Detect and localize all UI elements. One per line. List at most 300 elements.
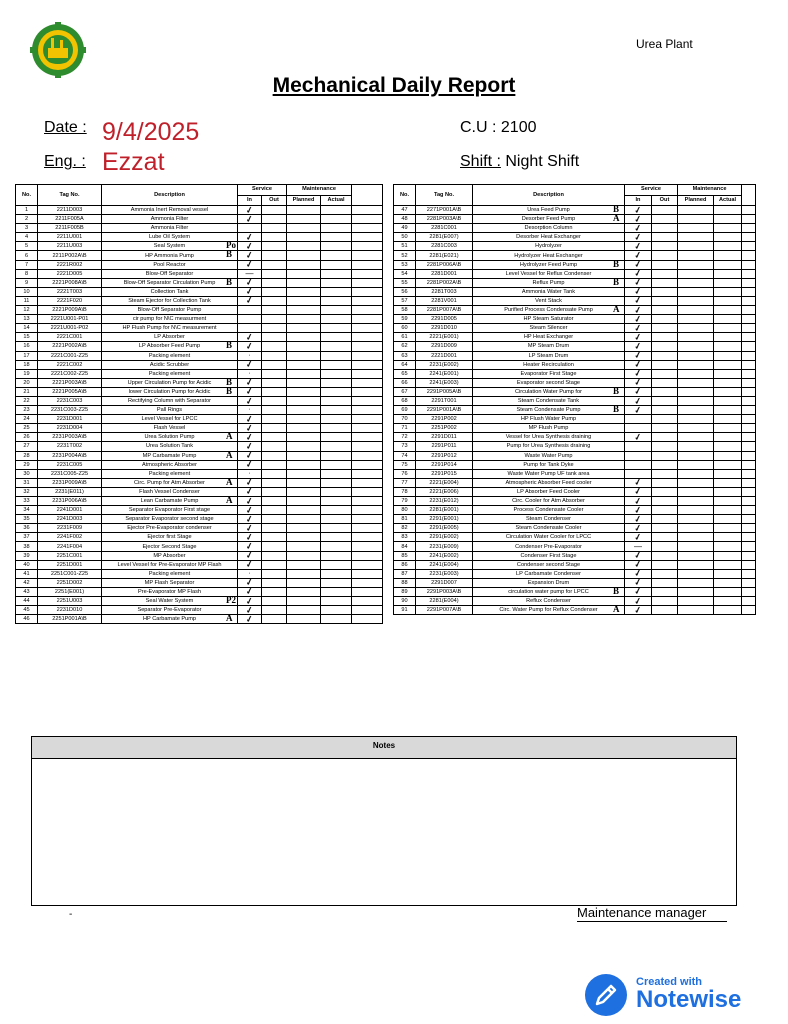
check-mark-icon: ✓	[633, 212, 643, 225]
row-extra	[742, 433, 756, 442]
row-actual	[321, 569, 352, 578]
row-actual	[321, 333, 352, 342]
row-extra	[352, 533, 383, 542]
row-actual	[714, 324, 742, 333]
row-service-out	[262, 415, 287, 424]
row-service-out	[652, 433, 678, 442]
table-row	[394, 360, 756, 369]
row-no: 45	[16, 606, 38, 615]
row-no: 23	[16, 406, 38, 415]
row-actual	[714, 551, 742, 560]
notes-heading: Notes	[32, 737, 736, 759]
row-extra	[742, 606, 756, 615]
row-no: 62	[394, 342, 416, 351]
check-mark-icon: ✓	[244, 394, 255, 407]
row-planned	[287, 215, 321, 224]
row-actual	[714, 287, 742, 296]
table-row	[16, 233, 383, 242]
row-description: Desorption Column	[473, 224, 625, 233]
row-planned	[287, 615, 321, 624]
notes-box[interactable]	[31, 736, 737, 906]
row-planned	[678, 278, 714, 287]
check-mark-icon: ✓	[633, 567, 643, 579]
row-tag: 2221C001	[38, 333, 102, 342]
row-service-out	[262, 369, 287, 378]
row-planned	[678, 378, 714, 387]
table-row	[394, 306, 756, 315]
row-no: 73	[394, 442, 416, 451]
row-description: Flash Vessel Condenser	[102, 487, 238, 496]
row-actual	[714, 497, 742, 506]
handwritten-letter: A	[226, 431, 233, 442]
plant-name: Urea Plant	[636, 37, 693, 51]
table-row	[394, 415, 756, 424]
row-planned	[287, 524, 321, 533]
row-description: LP Absorber Feed Cooler	[473, 487, 625, 496]
check-mark-icon: ✓	[633, 522, 643, 534]
row-tag: 2241D001	[38, 506, 102, 515]
check-mark-icon: ✓	[244, 422, 255, 434]
row-planned	[287, 406, 321, 415]
row-actual	[714, 333, 742, 342]
table-row	[394, 396, 756, 405]
table-row	[394, 487, 756, 496]
row-extra	[742, 306, 756, 315]
row-tag: 2231(E011)	[38, 487, 102, 496]
row-no: 65	[394, 369, 416, 378]
row-actual	[321, 542, 352, 551]
check-mark-icon: ✓	[244, 331, 255, 343]
row-tag: 2281P003A\B	[416, 215, 473, 224]
check-mark-icon: ✓	[244, 258, 255, 270]
table-row	[16, 296, 383, 305]
check-mark-icon: ✓	[244, 203, 255, 216]
row-no: 46	[16, 615, 38, 624]
row-no: 25	[16, 424, 38, 433]
table-row	[16, 215, 383, 224]
row-actual	[714, 342, 742, 351]
row-planned	[678, 287, 714, 296]
row-tag: 2291(E002)	[416, 533, 473, 542]
row-actual	[321, 396, 352, 405]
row-service-out	[652, 578, 678, 587]
row-tag: 2291P003A\B	[416, 587, 473, 596]
row-planned	[287, 497, 321, 506]
table-row	[16, 269, 383, 278]
row-planned	[678, 533, 714, 542]
row-service-out	[652, 497, 678, 506]
col-in: In	[625, 195, 652, 206]
row-actual	[714, 451, 742, 460]
row-tag: 2251P001A\B	[38, 615, 102, 624]
row-extra	[742, 260, 756, 269]
check-mark-icon: ✓	[244, 431, 255, 443]
row-actual	[714, 215, 742, 224]
row-actual	[321, 506, 352, 515]
row-actual	[714, 278, 742, 287]
row-tag: 2281(E004)	[416, 597, 473, 606]
row-extra	[352, 360, 383, 369]
row-actual	[321, 487, 352, 496]
row-actual	[714, 233, 742, 242]
row-tag: 2211F005B	[38, 224, 102, 233]
row-actual	[321, 524, 352, 533]
row-extra	[742, 578, 756, 587]
row-actual	[714, 606, 742, 615]
row-no: 66	[394, 378, 416, 387]
row-tag: 2251D002	[38, 578, 102, 587]
row-description: Level Vessel for LPCC	[102, 415, 238, 424]
row-extra	[742, 406, 756, 415]
row-service-out	[652, 587, 678, 596]
row-no: 53	[394, 260, 416, 269]
row-service-out	[652, 551, 678, 560]
col-actual: Actual	[714, 195, 742, 206]
row-actual	[714, 296, 742, 305]
table-row	[16, 560, 383, 569]
check-mark-icon: ✓	[633, 604, 643, 616]
date-value: 9/4/2025	[102, 118, 200, 146]
row-no: 2	[16, 215, 38, 224]
row-service-out	[262, 233, 287, 242]
row-service-out	[652, 487, 678, 496]
table-row	[394, 533, 756, 542]
row-extra	[352, 406, 383, 415]
row-tag: 2281(E007)	[416, 233, 473, 242]
handwritten-letter: B	[226, 376, 233, 387]
row-planned	[678, 587, 714, 596]
check-mark-icon: ✓	[244, 249, 255, 261]
table-row	[16, 533, 383, 542]
check-mark-icon: ✓	[633, 594, 643, 607]
row-extra	[352, 215, 383, 224]
row-no: 41	[16, 569, 38, 578]
dot-mark-icon: ·	[248, 369, 251, 377]
check-mark-icon: ✓	[633, 531, 643, 543]
table-row	[16, 569, 383, 578]
check-mark-icon: ✓	[633, 494, 643, 507]
row-description: HP Flush Pump for N\C measurement	[102, 324, 238, 333]
row-planned	[287, 597, 321, 606]
row-description: MP Flash Separator	[102, 578, 238, 587]
row-no: 10	[16, 287, 38, 296]
row-tag: 2231C005-Z25	[38, 469, 102, 478]
table-row	[394, 469, 756, 478]
row-planned	[287, 315, 321, 324]
row-no: 19	[16, 369, 38, 378]
row-service-in	[226, 613, 262, 625]
row-planned	[678, 315, 714, 324]
table-row	[16, 242, 383, 251]
table-row	[394, 378, 756, 387]
row-description: Condenser second Stage	[473, 560, 625, 569]
table-row	[394, 269, 756, 278]
check-mark-icon: ✓	[244, 604, 255, 616]
row-service-out	[652, 287, 678, 296]
table-row	[394, 606, 756, 615]
handwritten-letter: B	[226, 276, 233, 287]
row-service-in	[238, 396, 262, 405]
row-tag: 2231(E003)	[416, 569, 473, 578]
equipment-table-right	[393, 184, 756, 615]
row-extra	[742, 315, 756, 324]
row-no: 58	[394, 306, 416, 315]
check-mark-icon: ✓	[244, 276, 255, 288]
row-service-in	[625, 433, 652, 442]
table-row	[16, 587, 383, 596]
handwritten-letter: B	[613, 404, 620, 415]
row-no: 60	[394, 324, 416, 333]
row-service-out	[652, 360, 678, 369]
row-planned	[287, 269, 321, 278]
table-row	[16, 597, 383, 606]
row-actual	[714, 306, 742, 315]
row-planned	[678, 460, 714, 469]
handwritten-letter: A	[226, 476, 233, 487]
handwritten-letter: A	[613, 213, 620, 224]
row-description: Reflux Condenser	[473, 597, 625, 606]
handwritten-letter: P2	[226, 595, 236, 606]
row-description: Blow-Off Separator Pump	[102, 306, 238, 315]
row-actual	[321, 551, 352, 560]
row-service-out	[652, 406, 678, 415]
row-tag: 2291D010	[416, 324, 473, 333]
row-tag: 2281V001	[416, 296, 473, 305]
row-no: 71	[394, 424, 416, 433]
row-service-out	[262, 296, 287, 305]
row-actual	[321, 415, 352, 424]
row-tag: 2281T003	[416, 287, 473, 296]
col-out: Out	[262, 195, 287, 206]
row-extra	[742, 533, 756, 542]
table-row	[394, 433, 756, 442]
row-description: Desorber Heat Exchanger	[473, 233, 625, 242]
table-row	[16, 469, 383, 478]
row-description: Urea Solution Tank	[102, 442, 238, 451]
row-extra	[352, 224, 383, 233]
row-description: Circ. Cooler for Atm Absorber	[473, 497, 625, 506]
dot-mark-icon: ·	[248, 406, 251, 414]
row-actual	[714, 524, 742, 533]
dash-mark: -	[69, 909, 73, 920]
row-service-out	[262, 242, 287, 251]
row-planned	[678, 469, 714, 478]
table-row	[394, 324, 756, 333]
row-extra	[742, 542, 756, 551]
table-row	[16, 278, 383, 287]
row-planned	[678, 524, 714, 533]
row-tag: 2281P002A\B	[416, 278, 473, 287]
row-extra	[742, 378, 756, 387]
row-no: 74	[394, 451, 416, 460]
row-tag: 2221P003A\B	[38, 378, 102, 387]
table-row	[16, 306, 383, 315]
table-row	[394, 460, 756, 469]
row-no: 61	[394, 333, 416, 342]
table-row	[16, 524, 383, 533]
row-description: Urea Solution Pump	[102, 433, 238, 442]
table-row	[16, 578, 383, 587]
dot-mark-icon: ·	[248, 469, 251, 477]
row-service-out	[262, 406, 287, 415]
table-row	[394, 206, 756, 215]
row-extra	[742, 296, 756, 305]
check-mark-icon: ✓	[244, 476, 255, 489]
row-no: 5	[16, 242, 38, 251]
row-service-out	[652, 469, 678, 478]
row-description: LP Steam Drum	[473, 351, 625, 360]
check-mark-icon: ✓	[633, 403, 643, 416]
row-description: Seal Water System	[102, 597, 238, 606]
row-description: Steam Condensate Pump	[473, 406, 625, 415]
row-tag: 2251U003	[38, 597, 102, 606]
row-extra	[742, 424, 756, 433]
row-planned	[287, 242, 321, 251]
row-tag: 2291P007A\B	[416, 606, 473, 615]
check-mark-icon: ✓	[244, 285, 255, 298]
check-mark-icon: ✓	[633, 503, 643, 516]
row-tag: 2241(E002)	[416, 551, 473, 560]
row-description: HP Steam Saturator	[473, 315, 625, 324]
row-tag: 2221T003	[38, 287, 102, 296]
row-extra	[352, 506, 383, 515]
row-service-out	[262, 606, 287, 615]
row-extra	[352, 424, 383, 433]
row-service-out	[652, 224, 678, 233]
row-actual	[714, 478, 742, 487]
row-description: Steam Silencer	[473, 324, 625, 333]
row-description: Circulation Water Cooler for LPCC	[473, 533, 625, 542]
check-mark-icon: ✓	[633, 394, 643, 407]
row-no: 20	[16, 378, 38, 387]
row-actual	[321, 406, 352, 415]
row-planned	[678, 415, 714, 424]
check-mark-icon: ✓	[633, 340, 643, 352]
row-no: 52	[394, 251, 416, 260]
row-description: HP Heat Exchanger	[473, 333, 625, 342]
cu-value: C.U : 2100	[460, 119, 537, 136]
row-actual	[714, 315, 742, 324]
check-mark-icon: ✓	[244, 385, 255, 398]
dash-mark-icon: —	[245, 269, 254, 279]
row-actual	[714, 469, 742, 478]
row-service-in	[625, 460, 652, 469]
row-tag: 2291D005	[416, 315, 473, 324]
row-description: Collection Tank	[102, 287, 238, 296]
row-no: 85	[394, 551, 416, 560]
row-no: 91	[394, 606, 416, 615]
row-planned	[287, 551, 321, 560]
row-planned	[678, 251, 714, 260]
check-mark-icon: ✓	[633, 276, 643, 288]
row-service-out	[652, 378, 678, 387]
table-row	[16, 460, 383, 469]
row-actual	[714, 351, 742, 360]
row-extra	[352, 351, 383, 360]
row-planned	[678, 487, 714, 496]
handwritten-letter: B	[613, 276, 620, 287]
row-description: Evaporator First Stage	[473, 369, 625, 378]
row-no: 59	[394, 315, 416, 324]
row-description: Level Vessel for Pre-Evaporator MP Flash	[102, 560, 238, 569]
row-extra	[352, 478, 383, 487]
row-service-out	[262, 360, 287, 369]
table-row	[16, 433, 383, 442]
row-no: 75	[394, 460, 416, 469]
row-description: Circulation Water Pump for	[473, 387, 625, 396]
check-mark-icon: ✓	[244, 358, 255, 370]
row-service-out	[262, 278, 287, 287]
row-extra	[742, 342, 756, 351]
row-description: Circ. Pump for Atm Absorber	[102, 478, 238, 487]
row-tag: 2231D004	[38, 424, 102, 433]
row-planned	[678, 206, 714, 215]
row-extra	[742, 396, 756, 405]
col-tag: Tag No.	[416, 185, 473, 206]
row-extra	[742, 387, 756, 396]
row-planned	[287, 278, 321, 287]
row-no: 78	[394, 487, 416, 496]
row-service-out	[262, 260, 287, 269]
row-extra	[742, 569, 756, 578]
row-service-out	[652, 515, 678, 524]
row-extra	[742, 524, 756, 533]
table-row	[16, 615, 383, 624]
row-planned	[678, 515, 714, 524]
row-description: Lube Oil System	[102, 233, 238, 242]
row-no: 69	[394, 406, 416, 415]
row-no: 79	[394, 497, 416, 506]
row-extra	[352, 378, 383, 387]
handwritten-letter: B	[613, 585, 620, 596]
table-row	[394, 351, 756, 360]
row-actual	[321, 260, 352, 269]
row-service-out	[652, 278, 678, 287]
row-service-in	[613, 403, 652, 416]
row-service-out	[652, 315, 678, 324]
row-actual	[321, 497, 352, 506]
table-row	[16, 415, 383, 424]
row-service-out	[652, 333, 678, 342]
row-service-in	[238, 260, 262, 269]
table-row	[394, 224, 756, 233]
row-tag: 2221(E004)	[416, 478, 473, 487]
row-planned	[678, 269, 714, 278]
row-planned	[678, 342, 714, 351]
row-planned	[287, 287, 321, 296]
row-actual	[321, 433, 352, 442]
row-actual	[321, 606, 352, 615]
row-no: 9	[16, 278, 38, 287]
row-service-out	[262, 587, 287, 596]
row-tag: 2291P002	[416, 415, 473, 424]
row-service-in	[238, 560, 262, 569]
check-mark-icon: ✓	[633, 376, 643, 389]
row-extra	[742, 451, 756, 460]
row-planned	[678, 387, 714, 396]
row-service-out	[652, 324, 678, 333]
badge-small-text: Created with	[636, 976, 703, 988]
row-no: 51	[394, 242, 416, 251]
row-actual	[714, 224, 742, 233]
row-tag: 2231T002	[38, 442, 102, 451]
row-service-in	[226, 340, 262, 352]
row-no: 44	[16, 597, 38, 606]
row-actual	[321, 242, 352, 251]
row-no: 54	[394, 269, 416, 278]
check-mark-icon: ✓	[244, 513, 255, 525]
check-mark-icon: ✓	[633, 349, 643, 361]
